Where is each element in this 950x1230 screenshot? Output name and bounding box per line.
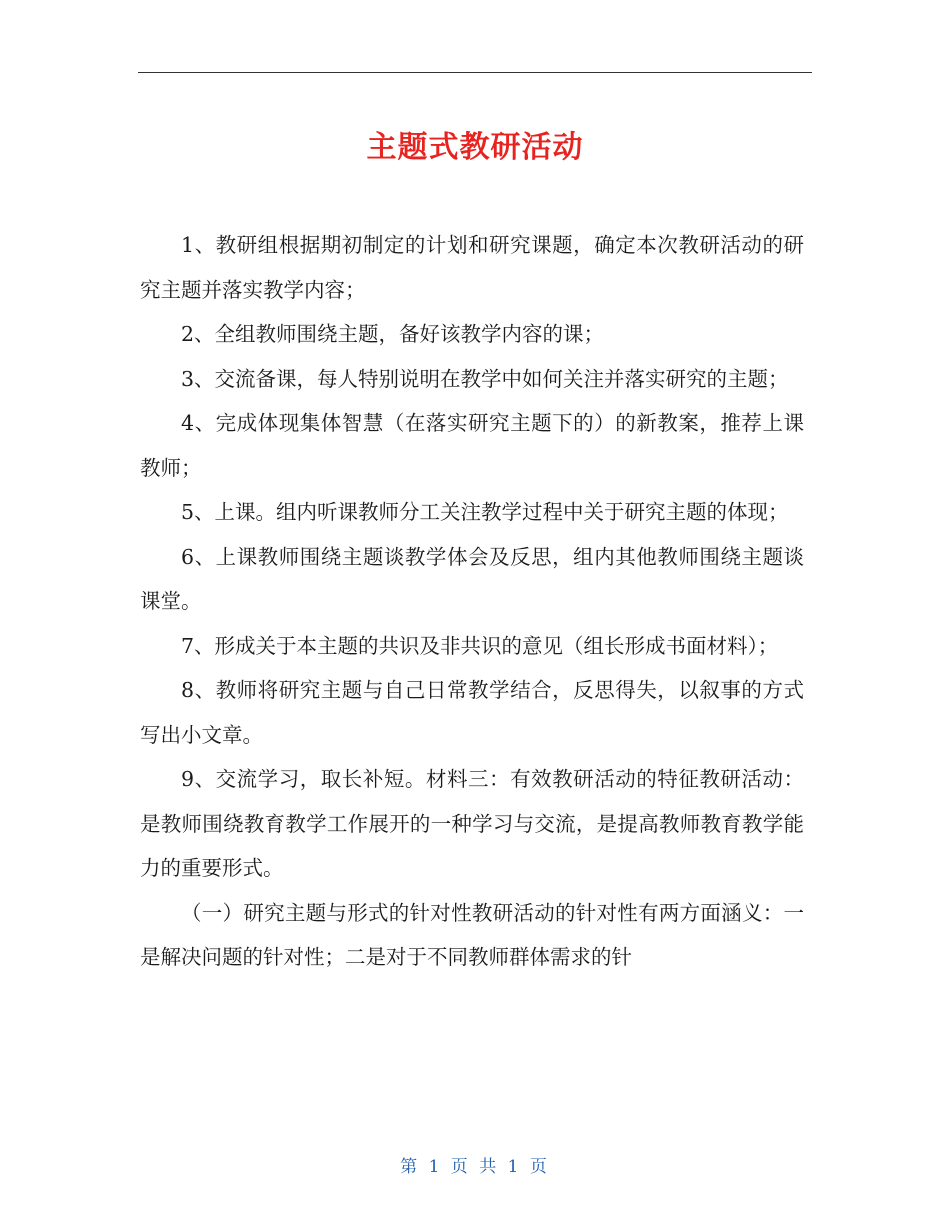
paragraph-6: 6、上课教师围绕主题谈教学体会及反思，组内其他教师围绕主题谈课堂。 (140, 544, 804, 613)
paragraph-8: 8、教师将研究主题与自己日常教学结合，反思得失，以叙事的方式写出小文章。 (140, 678, 804, 747)
header-rule (138, 72, 812, 73)
paragraph-7: 7、形成关于本主题的共识及非共识的意见（组长形成书面材料）； (181, 633, 779, 658)
paragraph-4: 4、完成体现集体智慧（在落实研究主题下的）的新教案，推荐上课教师； (140, 411, 804, 480)
paragraph-3: 3、交流备课，每人特别说明在教学中如何关注并落实研究的主题； (181, 366, 789, 391)
paragraph-2: 2、全组教师围绕主题，备好该教学内容的课； (181, 322, 605, 346)
paragraph-9: 9、交流学习，取长补短。材料三：有效教研活动的特征教研活动：是教师围绕教育教学工作展开的一种学习与交流，是提高教师教育教学能力的重要形式。 (140, 767, 804, 880)
paragraph-1: 1、教研组根据期初制定的计划和研究课题，确定本次教研活动的研究主题并落实教学内容； (140, 233, 804, 302)
document-body (140, 223, 804, 980)
paragraph-10: （一）研究主题与形式的针对性教研活动的针对性有两方面涵义：一是解决问题的针对性；二是对于不同教师群体需求的针 (140, 900, 804, 969)
page-number: 第 1 页 共 1 页 (400, 1157, 550, 1177)
document-title: 主题式教研活动 (366, 130, 584, 165)
paragraph-5: 5、上课。组内听课教师分工关注教学过程中关于研究主题的体现； (181, 500, 789, 524)
